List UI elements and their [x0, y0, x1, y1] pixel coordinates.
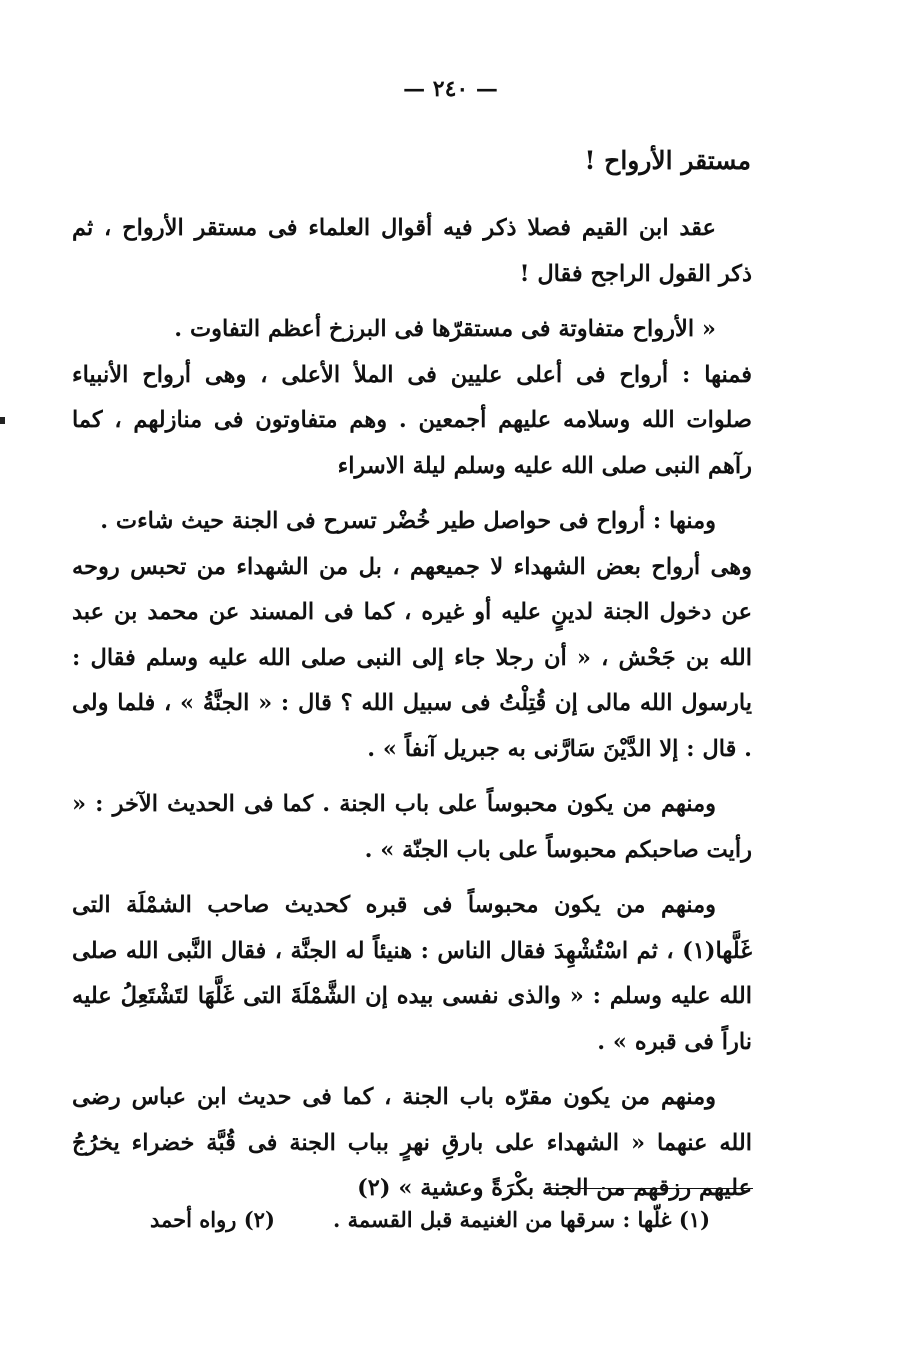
body-text	[72, 206, 752, 1212]
footnote-2: (٢) رواه أحمد	[150, 1207, 275, 1232]
paragraph-intro: عقد ابن القيم فصلا ذكر فيه أقوال العلماء فى مستقر الأرواح ، ثم ذكر القول الراجح فقال !	[72, 215, 752, 287]
paragraph-quote-open: « الأرواح متفاوتة فى مستقرّها فى البرزخ أعظم التفاوت .	[174, 316, 716, 342]
paragraph-prophets: فمنها : أرواح فى أعلى عليين فى الملأ الأعلى ، وهى أرواح الأنبياء صلوات الله وسلامه عليهم أجمعين . وهم متفاوتون فى منازلهم ، كما رآهم النبى صلى الله عليه وسلم ليلة الاسراء	[72, 361, 752, 479]
footnotes	[150, 1207, 710, 1232]
footnote-1: (١) غلّها : سرقها من الغنيمة قبل القسمة .	[333, 1207, 710, 1232]
paragraph-martyrs: وهى أرواح بعض الشهداء لا جميعهم ، بل من الشهداء من تحبس روحه عن دخول الجنة لدينٍ عليه أو غيره ، كما فى المسند عن محمد بن عبد الله بن جَحْش ، « أن رجلا جاء إلى النبى صلى الله عليه وسلم فقال : يارسول الله مالى إن قُتِلْتُ فى سبيل الله ؟ قال : « الجنَّةُ » ، فلما ولى . قال : إلا الدَّيْنَ سَارَّنى به جبريل آنفاً » .	[72, 553, 752, 762]
section-heading: مستقر الأرواح !	[584, 146, 751, 175]
paragraph-gate: ومنهم من يكون محبوساً على باب الجنة . كما فى الحديث الآخر : « رأيت صاحبكم محبوساً على باب الجنّة » .	[72, 791, 752, 863]
footnote-divider	[545, 1188, 753, 1189]
paragraph-river: ومنهم من يكون مقرّه باب الجنة ، كما فى حديث ابن عباس رضى الله عنهما « الشهداء على بارقِ نهرٍ بباب الجنة فى قُبَّة خضراء يخرُجُ عليهم رزقهم من الجنة بكْرَةً وعشية » (٢)	[72, 1084, 752, 1201]
paragraph-green-birds: ومنها : أرواح فى حواصل طير خُضْر تسرح فى الجنة حيث شاءت .	[100, 508, 716, 534]
paragraph-grave: ومنهم من يكون محبوساً فى قبره كحديث صاحب الشمْلَة التى غَلَّها(١) ، ثم اسْتُشْهِدَ فقال الناس : هنيئاً له الجنَّة ، فقال النَّبى الله صلى الله عليه وسلم : « والذى نفسى بيده إن الشَّمْلَةَ التى غَلَّهَا لتَشْتَعِلُ عليه ناراً فى قبره » .	[72, 892, 752, 1055]
page-number: — ٢٤٠ —	[403, 76, 498, 102]
scan-edge-mark	[0, 417, 5, 424]
